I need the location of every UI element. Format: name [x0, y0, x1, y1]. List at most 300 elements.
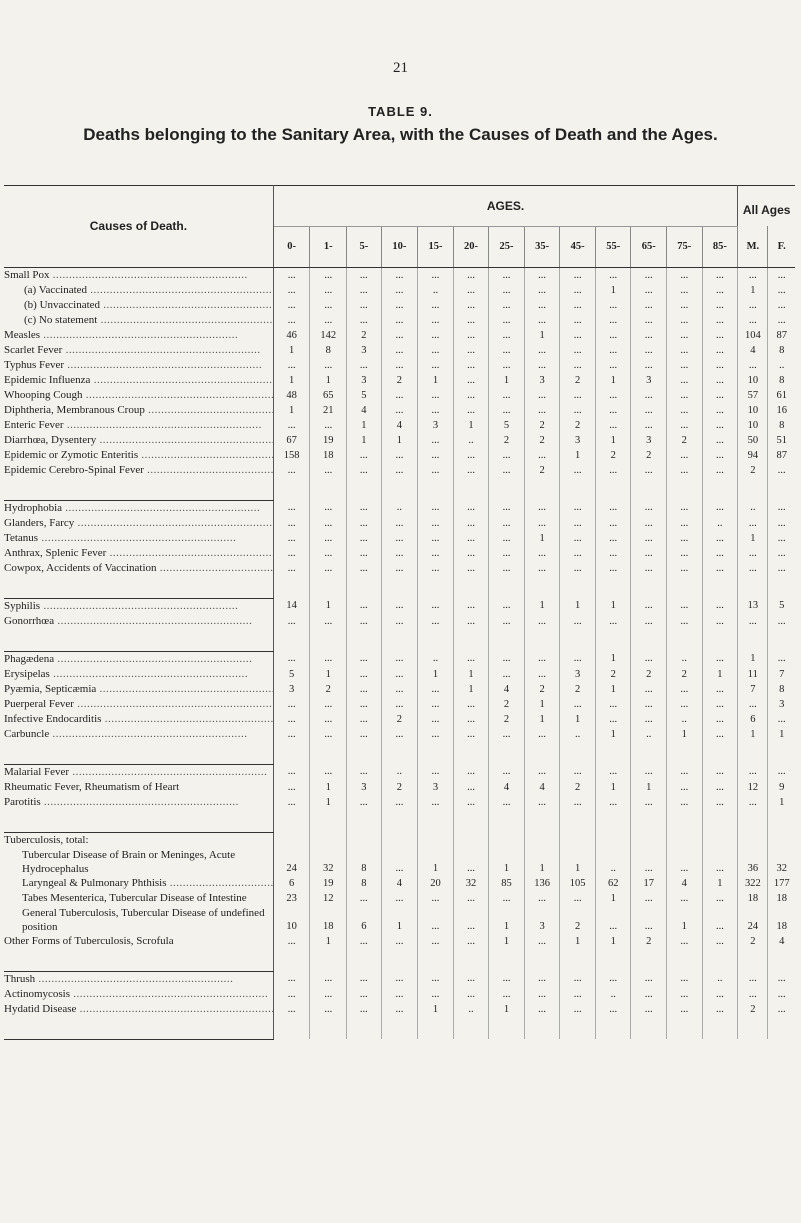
cell-value: 1 [631, 780, 667, 795]
group-separator [4, 478, 795, 501]
cell-value: ... [418, 764, 454, 780]
table-row [4, 373, 795, 388]
cell-value: ... [310, 418, 347, 433]
cell-value: ... [453, 848, 489, 876]
sex-header: F. [768, 226, 795, 267]
cell-value: 1 [524, 697, 560, 712]
cell-value: ... [560, 697, 596, 712]
cell-value: ... [595, 764, 631, 780]
cell-value: 2 [489, 697, 525, 712]
cell-value: ... [738, 267, 768, 283]
cell-value: ... [738, 516, 768, 531]
table-row [4, 500, 795, 516]
cell-value [524, 832, 560, 848]
cell-value: ... [310, 971, 347, 987]
cell-value: ... [418, 298, 454, 313]
cell-value: ... [347, 298, 381, 313]
cell-value: ... [738, 298, 768, 313]
cell-value: ... [489, 448, 525, 463]
table-row [4, 876, 795, 891]
table-label: TABLE 9. [368, 104, 433, 119]
cell-value: ... [524, 267, 560, 283]
cause-label: Syphilis ..... [4, 600, 238, 612]
cell-value: 18 [310, 448, 347, 463]
cell-value: ... [489, 598, 525, 614]
cell-value: ... [273, 651, 310, 667]
cause-label: Epidemic or Zymotic Enteritis ..... [4, 449, 273, 461]
cell-value: ... [777, 988, 786, 1000]
cell-value: 1 [702, 876, 738, 891]
cause-label: Parotitis ..... [4, 796, 239, 808]
cell-value: ... [524, 795, 560, 810]
cell-value: ... [453, 500, 489, 516]
cell-value: ... [453, 780, 489, 795]
cell-value: ... [310, 463, 347, 478]
cell-value: ... [777, 464, 786, 476]
cell-value: ... [631, 848, 667, 876]
cell-value: ... [560, 651, 596, 667]
cause-label: Actinomycosis ..... [4, 988, 268, 1000]
cell-value: ... [702, 727, 738, 742]
cell-value: ... [560, 328, 596, 343]
cell-value: ... [738, 697, 768, 712]
cell-value: ... [418, 727, 454, 742]
cell-value: ... [738, 795, 768, 810]
cell-value: ... [667, 848, 703, 876]
cell-value: ... [310, 358, 347, 373]
cell-value: 14 [273, 598, 310, 614]
cell-value: ... [310, 697, 347, 712]
cell-value: 2 [381, 780, 418, 795]
cell-value: 4 [738, 343, 768, 358]
table-row [4, 433, 795, 448]
cell-value: 1 [489, 373, 525, 388]
cell-value [702, 832, 738, 848]
cell-value: ... [347, 1002, 381, 1017]
cell-value: 18 [776, 920, 787, 932]
cell-value: ... [667, 343, 703, 358]
cell-value: ... [524, 546, 560, 561]
table-row [4, 697, 795, 712]
cell-value: ... [702, 1002, 738, 1017]
cell-value: 10 [738, 418, 768, 433]
cell-value: ... [560, 343, 596, 358]
cell-value: ... [667, 795, 703, 810]
cell-value: ... [381, 561, 418, 576]
cell-value: ... [273, 934, 310, 949]
cell-value: ... [595, 388, 631, 403]
cell-value: ... [667, 418, 703, 433]
cell-value: 32 [310, 848, 347, 876]
cell-value: ... [489, 546, 525, 561]
cell-value: ... [738, 614, 768, 629]
cell-value: 4 [489, 780, 525, 795]
cell-value: 51 [776, 434, 787, 446]
cell-value: 1 [595, 780, 631, 795]
cause-label: Erysipelas ..... [4, 668, 248, 680]
group-separator [4, 810, 795, 833]
cause-label: Enteric Fever ..... [4, 419, 262, 431]
cell-value: ... [418, 561, 454, 576]
cell-value: ... [273, 298, 310, 313]
cell-value: ... [702, 328, 738, 343]
cell-value [310, 832, 347, 848]
cell-value: 13 [738, 598, 768, 614]
cell-value: ... [381, 651, 418, 667]
cell-value: ... [631, 764, 667, 780]
cell-value: ... [631, 358, 667, 373]
cell-value: ... [347, 727, 381, 742]
cell-value: 67 [273, 433, 310, 448]
cell-value: ... [418, 500, 454, 516]
cell-value: ... [631, 267, 667, 283]
cell-value: ... [453, 403, 489, 418]
cell-value: 1 [560, 712, 596, 727]
cell-value: 65 [310, 388, 347, 403]
cell-value: ... [310, 561, 347, 576]
cell-value: ... [453, 891, 489, 906]
cell-value: ... [453, 614, 489, 629]
cell-value: ... [595, 614, 631, 629]
cell-value: ... [738, 546, 768, 561]
cell-value: .. [418, 283, 454, 298]
cause-label: Tabes Mesenterica, Tubercular Disease of Intestine [22, 892, 247, 904]
cell-value: ... [667, 891, 703, 906]
cell-value: 1 [524, 598, 560, 614]
cell-value: 8 [779, 344, 785, 356]
cell-value: 1 [595, 682, 631, 697]
cell-value: ... [418, 697, 454, 712]
cell-value: 1 [453, 667, 489, 682]
cause-label: Diphtheria, Membranous Croup ..... [4, 404, 273, 416]
cell-value: ... [273, 283, 310, 298]
cause-label: Scarlet Fever ..... [4, 344, 261, 356]
cell-value: 3 [779, 698, 785, 710]
cell-value: ... [631, 891, 667, 906]
table-row [4, 403, 795, 418]
cell-value: ... [702, 987, 738, 1002]
cell-value: ... [418, 433, 454, 448]
cell-value: 1 [738, 727, 768, 742]
cell-value: ... [777, 532, 786, 544]
age-group-header: 0- [273, 226, 310, 267]
cell-value: ... [595, 795, 631, 810]
cell-value: ... [777, 653, 786, 665]
group-separator [4, 576, 795, 599]
cell-value: 87 [776, 449, 787, 461]
cell-value: 1 [738, 283, 768, 298]
cell-value [560, 832, 596, 848]
cell-value: ... [489, 313, 525, 328]
cell-value: ... [381, 667, 418, 682]
cell-value: ... [738, 987, 768, 1002]
table-row [4, 651, 795, 667]
cell-value: ... [453, 934, 489, 949]
cell-value [347, 832, 381, 848]
table-title: Deaths belonging to the Sanitary Area, with the Causes of Death and the Ages. [83, 125, 718, 144]
cell-value: ... [524, 283, 560, 298]
ages-header: AGES. [273, 186, 737, 227]
cell-value: 24 [738, 906, 768, 934]
cell-value: ... [418, 795, 454, 810]
cell-value: ... [489, 795, 525, 810]
cell-value: 3 [347, 373, 381, 388]
cell-value: ... [453, 448, 489, 463]
cell-value: ... [347, 546, 381, 561]
cell-value: ... [702, 313, 738, 328]
cell-value: ... [524, 651, 560, 667]
cell-value: ... [347, 267, 381, 283]
cell-value: ... [524, 667, 560, 682]
cell-value: ... [777, 269, 786, 281]
cell-value: 6 [738, 712, 768, 727]
cell-value: 21 [310, 403, 347, 418]
cell-value: ... [777, 299, 786, 311]
cell-value: 6 [347, 906, 381, 934]
cell-value: 1 [779, 728, 785, 740]
cell-value: ... [777, 713, 786, 725]
cell-value: 4 [381, 876, 418, 891]
cell-value: ... [560, 987, 596, 1002]
cell-value: 8 [779, 683, 785, 695]
cell-value: 2 [560, 780, 596, 795]
cell-value: ... [347, 934, 381, 949]
cell-value: ... [453, 727, 489, 742]
table-row [4, 712, 795, 727]
cell-value: ... [702, 343, 738, 358]
cell-value: ... [453, 358, 489, 373]
cell-value: ... [381, 546, 418, 561]
cell-value: ... [595, 463, 631, 478]
cell-value: 2 [738, 463, 768, 478]
cell-value: ... [273, 561, 310, 576]
cause-label: Other Forms of Tuberculosis, Scrofula [4, 935, 174, 947]
cell-value: 1 [595, 373, 631, 388]
cell-value: ... [453, 546, 489, 561]
cell-value: 1 [310, 934, 347, 949]
cell-value: ... [524, 1002, 560, 1017]
cell-value: ... [273, 500, 310, 516]
cell-value: ... [310, 712, 347, 727]
cell-value: ... [273, 727, 310, 742]
table-row [4, 561, 795, 576]
cell-value: ... [453, 987, 489, 1002]
cell-value: .. [702, 971, 738, 987]
cell-value: 1 [310, 598, 347, 614]
cell-value: ... [524, 727, 560, 742]
cell-value: ... [489, 500, 525, 516]
cell-value: ... [273, 546, 310, 561]
cell-value: ... [489, 987, 525, 1002]
cell-value: ... [631, 500, 667, 516]
cell-value: .. [595, 848, 631, 876]
cell-value: ... [667, 697, 703, 712]
cell-value: ... [560, 971, 596, 987]
cell-value: 2 [631, 448, 667, 463]
cell-value: ... [702, 463, 738, 478]
cell-value: ... [595, 546, 631, 561]
cause-label: Infective Endocarditis ..... [4, 713, 273, 725]
cell-value: ... [560, 546, 596, 561]
cell-value: 1 [524, 712, 560, 727]
cell-value: 8 [779, 419, 785, 431]
cell-value: ... [702, 764, 738, 780]
cell-value: 3 [524, 373, 560, 388]
cell-value: ... [347, 764, 381, 780]
cell-value: ... [418, 531, 454, 546]
cell-value: ... [418, 987, 454, 1002]
cell-value: ... [738, 561, 768, 576]
cell-value: ... [489, 403, 525, 418]
cell-value: ... [595, 906, 631, 934]
cell-value: ... [453, 651, 489, 667]
cell-value: ... [595, 328, 631, 343]
cell-value: ... [453, 463, 489, 478]
cell-value: 2 [631, 667, 667, 682]
cell-value: ... [667, 934, 703, 949]
cell-value: ... [489, 516, 525, 531]
cell-value: ... [347, 313, 381, 328]
page-number: 21 [393, 60, 408, 76]
cell-value: ... [560, 1002, 596, 1017]
cell-value: ... [631, 906, 667, 934]
cell-value: ... [347, 795, 381, 810]
cell-value: ... [667, 614, 703, 629]
cell-value: ... [381, 598, 418, 614]
cell-value: ... [273, 1002, 310, 1017]
cell-value: ... [524, 298, 560, 313]
cell-value: ... [777, 502, 786, 514]
cell-value: ... [702, 614, 738, 629]
cell-value: ... [631, 283, 667, 298]
cell-value: ... [453, 712, 489, 727]
cell-value: ... [273, 971, 310, 987]
cell-value: ... [702, 651, 738, 667]
cell-value: 1 [524, 848, 560, 876]
cell-value: 2 [524, 682, 560, 697]
cell-value: ... [273, 313, 310, 328]
cell-value: ... [631, 313, 667, 328]
cell-value: ... [489, 614, 525, 629]
cell-value: ... [702, 500, 738, 516]
cell-value: ... [418, 358, 454, 373]
cell-value: ... [489, 283, 525, 298]
cell-value: ... [777, 1003, 786, 1015]
cell-value: ... [489, 764, 525, 780]
cell-value: ... [631, 418, 667, 433]
cell-value: 3 [560, 667, 596, 682]
cell-value: ... [631, 598, 667, 614]
table-row [4, 906, 795, 934]
table-row [4, 987, 795, 1002]
cell-value: ... [489, 971, 525, 987]
cell-value: ... [418, 328, 454, 343]
cell-value: ... [273, 614, 310, 629]
cell-value: ... [453, 283, 489, 298]
cell-value: ... [777, 615, 786, 627]
cell-value: ... [667, 328, 703, 343]
cell-value: 1 [560, 934, 596, 949]
age-group-header: 65- [631, 226, 667, 267]
cell-value: ... [273, 418, 310, 433]
cause-label: Typhus Fever ..... [4, 359, 262, 371]
cell-value: ... [667, 780, 703, 795]
cell-value: ... [347, 358, 381, 373]
cell-value: ... [418, 516, 454, 531]
cell-value: ... [702, 388, 738, 403]
cell-value: ... [381, 1002, 418, 1017]
cell-value: .. [381, 764, 418, 780]
cell-value: ... [418, 906, 454, 934]
cell-value: ... [273, 987, 310, 1002]
cell-value: ... [524, 343, 560, 358]
cell-value: 16 [776, 404, 787, 416]
sex-header: M. [738, 226, 768, 267]
cell-value: 1 [273, 403, 310, 418]
cause-label: Anthrax, Splenic Fever ..... [4, 547, 273, 559]
cell-value: 1 [310, 795, 347, 810]
cell-value: ... [667, 561, 703, 576]
group-separator [4, 629, 795, 652]
cell-value: 5 [347, 388, 381, 403]
age-group-header: 45- [560, 226, 596, 267]
cell-value: ... [667, 388, 703, 403]
cell-value: ... [310, 500, 347, 516]
table-row [4, 516, 795, 531]
cell-value: 48 [273, 388, 310, 403]
cell-value: 1 [489, 934, 525, 949]
cell-value: 57 [738, 388, 768, 403]
cell-value: ... [631, 403, 667, 418]
cell-value: ... [702, 780, 738, 795]
group-separator [4, 949, 795, 972]
cell-value: ... [453, 598, 489, 614]
cell-value: ... [667, 764, 703, 780]
table-row [4, 1002, 795, 1017]
cell-value: 136 [524, 876, 560, 891]
cell-value: 2 [347, 328, 381, 343]
cell-value [273, 832, 310, 848]
cell-value: ... [418, 598, 454, 614]
cell-value: ... [524, 561, 560, 576]
cell-value: ... [702, 598, 738, 614]
table-row [4, 298, 795, 313]
cell-value: 1 [273, 343, 310, 358]
cause-label: Pyæmia, Septicæmia ..... [4, 683, 273, 695]
cell-value: ... [381, 313, 418, 328]
cell-value: 1 [381, 433, 418, 448]
cell-value: 3 [347, 343, 381, 358]
cause-label: General Tuberculosis, Tubercular Disease of undefined position [22, 906, 265, 933]
cell-value: ... [453, 267, 489, 283]
cell-value: ... [310, 283, 347, 298]
cell-value: ... [489, 727, 525, 742]
cell-value: ... [418, 313, 454, 328]
cell-value: ... [667, 267, 703, 283]
cell-value: ... [273, 697, 310, 712]
cell-value: 1 [702, 667, 738, 682]
cell-value: 24 [273, 848, 310, 876]
cell-value: ... [631, 298, 667, 313]
table-row [4, 934, 795, 949]
cell-value: ... [273, 358, 310, 373]
age-group-header: 1- [310, 226, 347, 267]
cell-value: 177 [773, 877, 790, 889]
table-row [4, 764, 795, 780]
cell-value: ... [667, 313, 703, 328]
table-row [4, 727, 795, 742]
cell-value: 2 [667, 667, 703, 682]
